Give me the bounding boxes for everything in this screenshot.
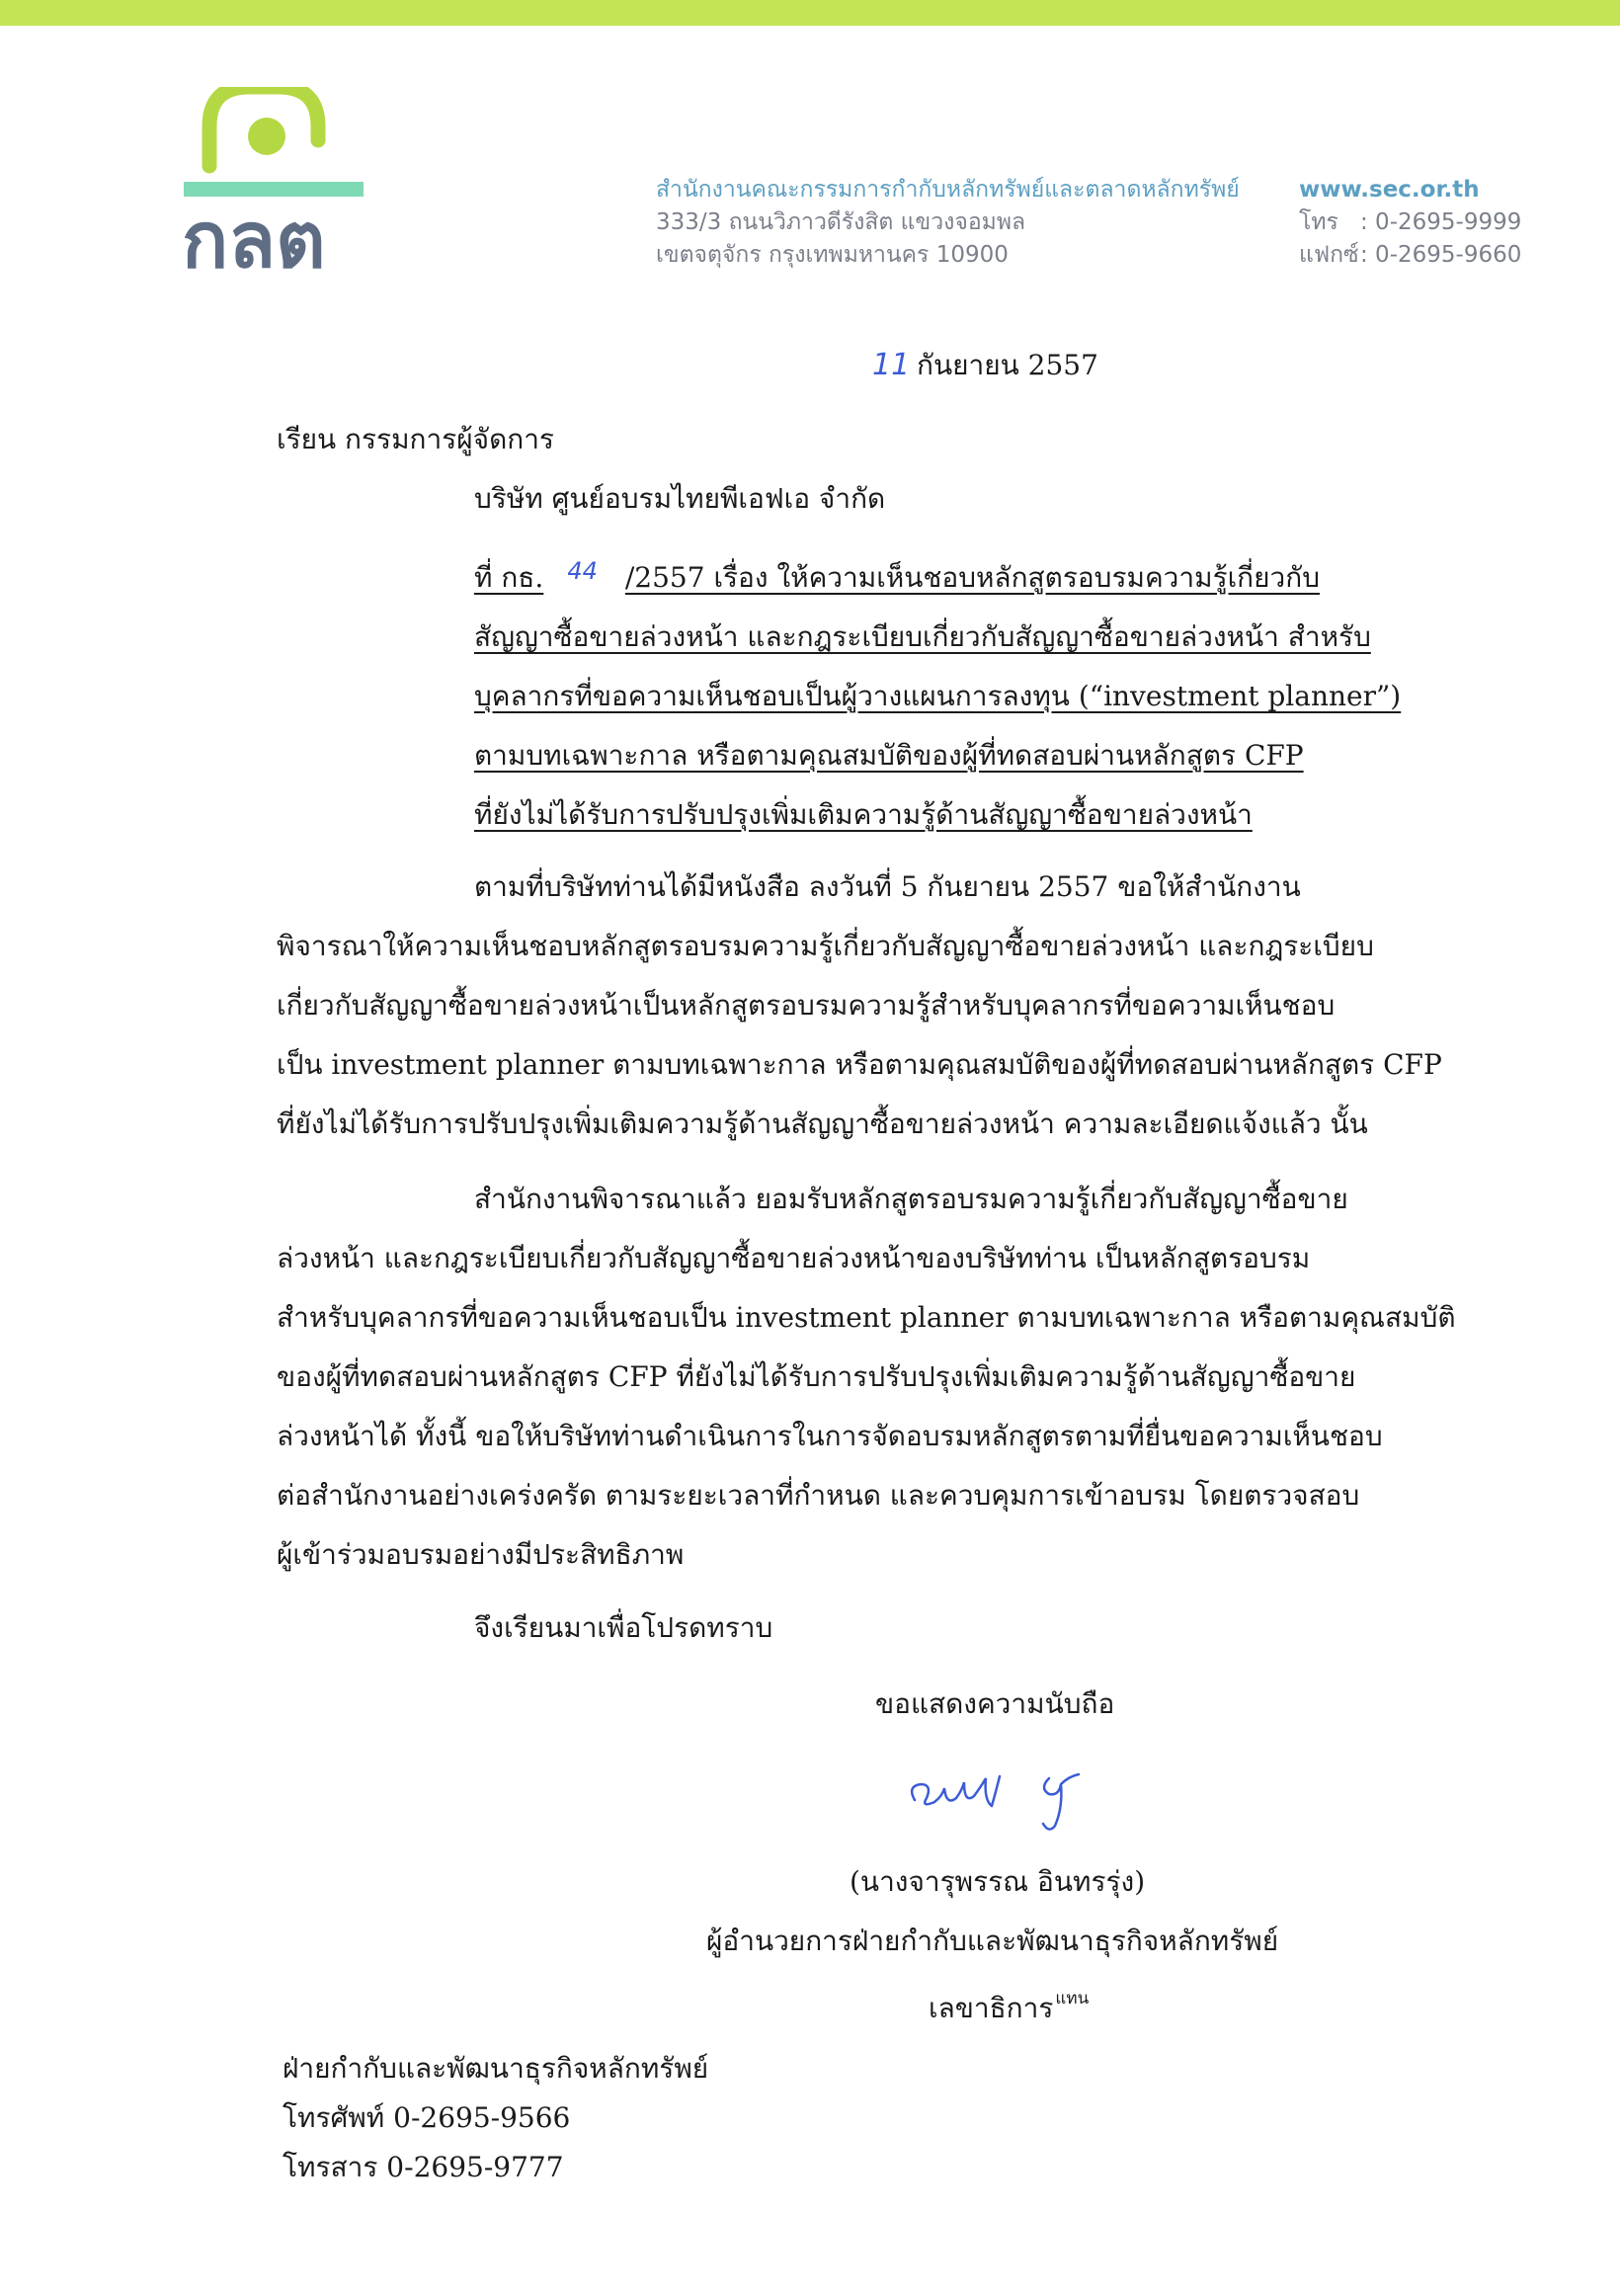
paragraph-line: ตามที่บริษัทท่านได้มีหนังสือ ลงวันที่ 5 กันยายน 2557 ขอให้สำนักงาน [474, 870, 1301, 903]
paragraph-line: เป็น investment planner ตามบทเฉพาะกาล หรือตามคุณสมบัติของผู้ที่ทดสอบผ่านหลักสูตร CFP [277, 1048, 1442, 1081]
sec-logo [184, 87, 371, 275]
secretary-line [929, 1979, 1089, 2028]
paragraph-line: ที่ยังไม่ได้รับการปรับปรุงเพิ่มเติมความรู้ด้านสัญญาซื้อขายล่วงหน้า ความละเอียดแจ้งแล้ว นั้น [277, 1107, 1368, 1140]
paragraph-line: ต่อสำนักงานอย่างเคร่งครัด ตามระยะเวลาที่กำหนด และควบคุมการเข้าอบรม โดยตรวจสอบ [277, 1479, 1360, 1512]
footer-department: ฝ่ายกำกับและพัฒนาธุรกิจหลักทรัพย์ [283, 2052, 709, 2085]
handwritten-signature [901, 1749, 1118, 1838]
paragraph-line: ของผู้ที่ทดสอบผ่านหลักสูตร CFP ที่ยังไม่ได้รับการปรับปรุงเพิ่มเติมความรู้ด้านสัญญาซื้อขาย [277, 1360, 1356, 1393]
subject-line-4: ตามบทเฉพาะกาล หรือตามคุณสมบัติของผู้ที่ทดสอบผ่านหลักสูตร CFP [474, 739, 1304, 772]
fax-value: : 0-2695-9660 [1360, 242, 1522, 268]
contact-block [1299, 174, 1585, 272]
paragraph-line: สำหรับบุคลากรที่ขอความเห็นชอบเป็น investment planner ตามบทเฉพาะกาล หรือตามคุณสมบัติ [277, 1301, 1456, 1334]
fax-row [1299, 239, 1585, 272]
paragraph-line: ล่วงหน้า และกฎระเบียบเกี่ยวกับสัญญาซื้อขายล่วงหน้าของบริษัทท่าน เป็นหลักสูตรอบรม [277, 1242, 1311, 1274]
subject-line-1 [474, 541, 1383, 608]
subject-block [474, 541, 1402, 845]
closing-line: จึงเรียนมาเพื่อโปรดทราบ [474, 1611, 773, 1644]
date-day-handwritten: 11 [872, 348, 911, 382]
on-behalf-note: แทน [1055, 1989, 1090, 2009]
logo-wordmark: กลต [184, 197, 326, 275]
office-name: สำนักงานคณะกรรมการกำกับหลักทรัพย์และตลาดหลักทรัพย์ [656, 177, 1240, 203]
phone-row [1299, 206, 1585, 239]
fax-label: แฟกซ์ [1299, 242, 1359, 268]
letter-date: กันยายน 2557 [917, 349, 1098, 381]
body-paragraph-2 [277, 1170, 1456, 1585]
office-address-block [656, 174, 1268, 272]
paragraph-line: ผู้เข้าร่วมอบรมอย่างมีประสิทธิภาพ [277, 1538, 685, 1571]
subject-line-5: ที่ยังไม่ได้รับการปรับปรุงเพิ่มเติมความรู้ด้านสัญญาซื้อขายล่วงหน้า [474, 798, 1253, 831]
reference-suffix: /2557 เรื่อง ให้ความเห็นชอบหลักสูตรอบรมความรู้เกี่ยวกับ [624, 561, 1320, 594]
address-line-1: 333/3 ถนนวิภาวดีรังสิต แขวงจอมพล [656, 209, 1026, 235]
paragraph-line: ล่วงหน้าได้ ทั้งนี้ ขอให้บริษัทท่านดำเนินการในการจัดอบรมหลักสูตรตามที่ยื่นขอความเห็นชอบ [277, 1420, 1383, 1452]
signer-name: (นางจารุพรรณ อินทรรุ่ง) [850, 1865, 1146, 1898]
reference-prefix: ที่ กธ. [474, 561, 544, 594]
footer-phone: โทรศัพท์ 0-2695-9566 [283, 2101, 571, 2134]
website-link[interactable]: www.sec.or.th [1299, 177, 1480, 203]
phone-value: : 0-2695-9999 [1360, 209, 1522, 235]
secretary-title: เลขาธิการ [929, 1992, 1054, 2024]
phone-label: โทร [1299, 209, 1338, 235]
salutation: เรียน กรรมการผู้จัดการ [277, 423, 554, 455]
regards-line: ขอแสดงความนับถือ [875, 1687, 1115, 1720]
paragraph-line: เกี่ยวกับสัญญาซื้อขายล่วงหน้าเป็นหลักสูตรอบรมความรู้สำหรับบุคลากรที่ขอความเห็นชอบ [277, 989, 1336, 1022]
body-paragraph-1 [277, 858, 1442, 1154]
subject-line-3: บุคลากรที่ขอความเห็นชอบเป็นผู้วางแผนการลงทุน (“investment planner”) [474, 680, 1402, 712]
recipient-company: บริษัท ศูนย์อบรมไทยพีเอฟเอ จำกัด [474, 482, 886, 515]
subject-line-2: สัญญาซื้อขายล่วงหน้า และกฎระเบียบเกี่ยวกับสัญญาซื้อขายล่วงหน้า สำหรับ [474, 620, 1371, 653]
address-line-2: เขตจตุจักร กรุงเทพมหานคร 10900 [656, 242, 1009, 268]
signer-title: ผู้อำนวยการฝ่ายกำกับและพัฒนาธุรกิจหลักทรัพย์ [706, 1925, 1279, 1957]
top-color-bar [0, 0, 1620, 26]
paragraph-line: สำนักงานพิจารณาแล้ว ยอมรับหลักสูตรอบรมความรู้เกี่ยวกับสัญญาซื้อขาย [474, 1183, 1348, 1215]
reference-number-handwritten: 44 [567, 557, 598, 585]
footer-fax: โทรสาร 0-2695-9777 [283, 2151, 564, 2183]
paragraph-line: พิจารณาให้ความเห็นชอบหลักสูตรอบรมความรู้เกี่ยวกับสัญญาซื้อขายล่วงหน้า และกฎระเบียบ [277, 930, 1374, 962]
